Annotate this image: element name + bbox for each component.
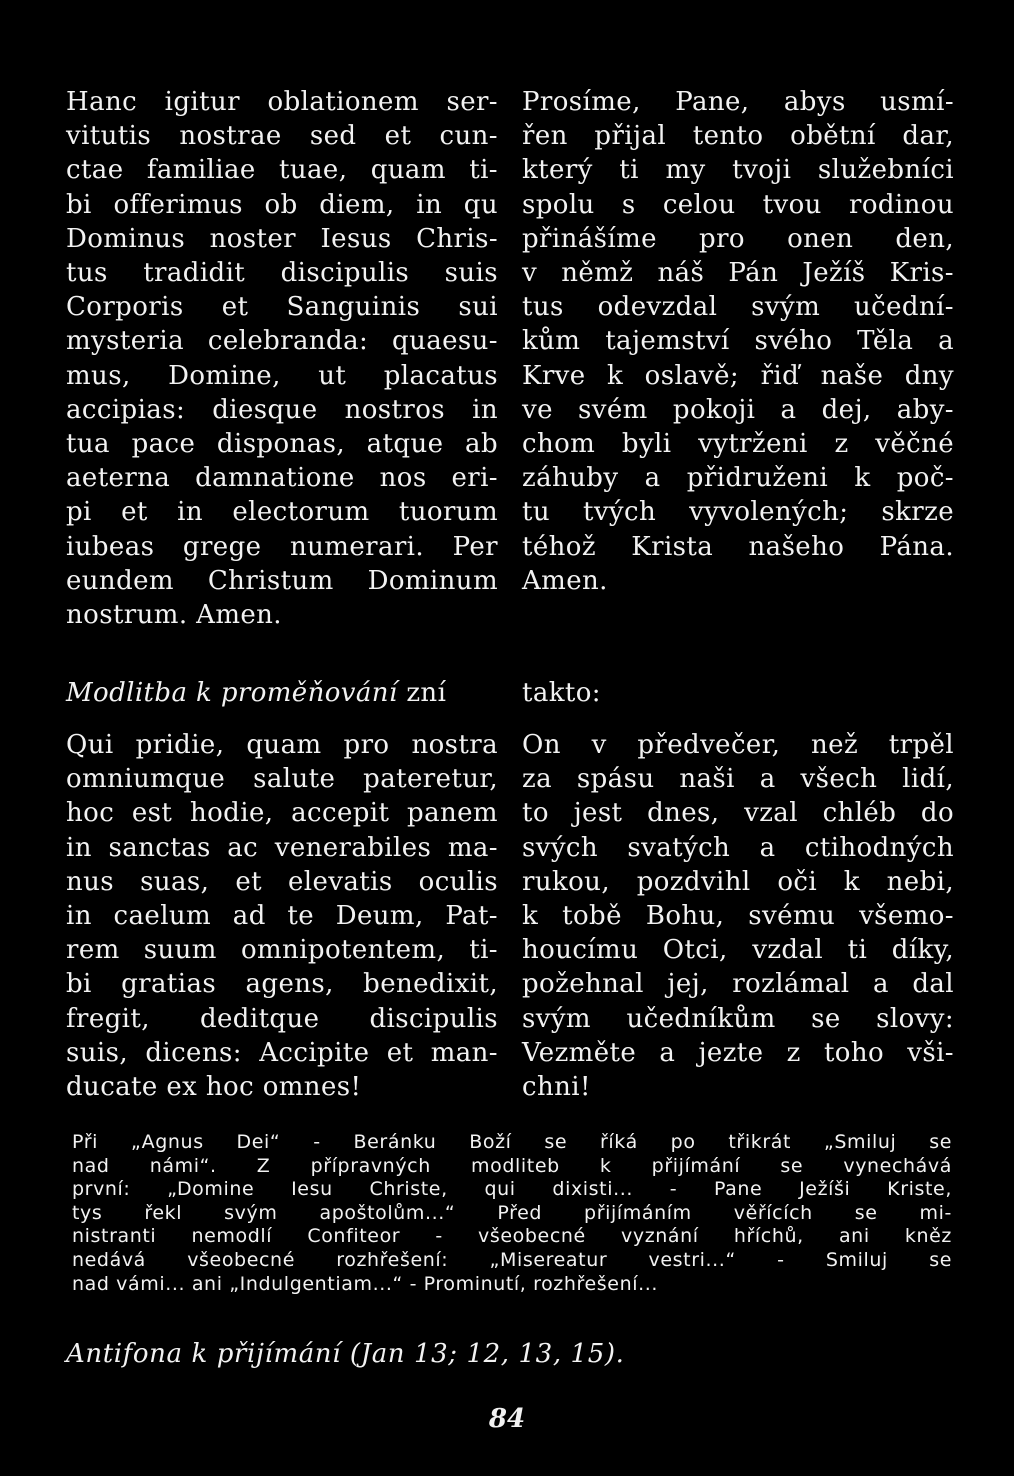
text-line: omniumque salute pateretur, <box>66 764 498 795</box>
antiphon-heading: Antifona k přijímání (Jan 13; 12, 13, 15). <box>66 1339 625 1369</box>
text-line: chom byli vytrženi z věčné <box>522 429 954 460</box>
footnote-paragraph <box>72 1131 952 1296</box>
text-line: eundem Christum Dominum <box>66 565 498 596</box>
text-line: nad vámi... ani „Indulgentiam...“ - Prominutí, rozhřešení... <box>72 1272 659 1295</box>
text-line: fregit, deditque discipulis <box>66 1003 498 1034</box>
text-line: kům tajemství svého Těla a <box>522 326 954 357</box>
text-line: nus suas, et elevatis oculis <box>66 866 498 897</box>
text-line: Prosíme, Pane, abys usmí- <box>522 87 954 117</box>
text-line: za spásu naši a všech lidí, <box>522 764 954 795</box>
text-line: tys řekl svým apoštolům...“ Před přijímáním věřících se mi- <box>72 1201 952 1224</box>
text-line: houcímu Otci, vzdal ti díky, <box>522 935 954 966</box>
latin-prayer-paragraph <box>66 85 498 632</box>
text-line: ducate ex hoc omnes! <box>66 1072 362 1103</box>
text-line: tu tvých vyvolených; skrze <box>522 497 954 528</box>
text-line: bi offerimus ob diem, in qu <box>66 189 498 220</box>
czech-prayer-paragraph <box>522 85 954 598</box>
text-line: bi gratias agens, benedixit, <box>66 969 498 1000</box>
text-line: k tobě Bohu, svému všemo- <box>522 901 954 932</box>
text-line: v němž náš Pán Ježíš Kris- <box>522 258 954 289</box>
text-line: Amen. <box>522 565 608 596</box>
text-line: záhuby a přidruženi k poč- <box>522 463 954 494</box>
text-line: přinášíme pro onen den, <box>522 223 954 254</box>
latin-consecration-paragraph <box>66 728 498 1104</box>
text-line: který ti my tvoji služebníci <box>522 155 954 186</box>
text-line: nedává všeobecné rozhřešení: „Misereatur vestri...“ - Smiluj se <box>72 1248 952 1271</box>
page-number: 84 <box>488 1404 526 1434</box>
consecration-heading-rest: zní <box>397 678 447 708</box>
text-line: řen přijal tento obětní dar, <box>522 121 954 152</box>
text-line: suis, dicens: Accipite et man- <box>66 1037 498 1068</box>
text-line: spolu s celou tvou rodinou <box>522 189 954 220</box>
text-line: nistranti nemodlí Confiteor - všeobecné vyznání hříchů, ani kněz <box>72 1225 952 1248</box>
text-line: rukou, pozdvihl oči k nebi, <box>522 866 954 897</box>
text-line: chni! <box>522 1072 591 1103</box>
text-line: ctae familiae tuae, quam ti- <box>66 155 498 186</box>
text-line: Qui pridie, quam pro nostra <box>66 730 498 760</box>
text-line: Při „Agnus Dei“ - Beránku Boží se říká po třikrát „Smiluj se <box>72 1131 952 1153</box>
text-line: iubeas grege numerari. Per <box>66 531 498 562</box>
consecration-heading-italic: Modlitba k proměňování <box>66 678 398 708</box>
text-line: svých svatých a ctihodných <box>522 832 954 863</box>
text-line: tus tradidit discipulis suis <box>66 258 498 289</box>
text-line: On v předvečer, než trpěl <box>522 730 954 760</box>
text-line: Hanc igitur oblationem ser- <box>66 87 498 117</box>
text-line: rem suum omnipotentem, ti- <box>66 935 498 966</box>
text-line: hoc est hodie, accepit panem <box>66 798 498 829</box>
czech-consecration-paragraph <box>522 728 954 1104</box>
text-line: in caelum ad te Deum, Pat- <box>66 901 498 932</box>
text-line: nad námi“. Z přípravných modliteb k přijímání se vynechává <box>72 1154 952 1177</box>
text-line: to jest dnes, vzal chléb do <box>522 798 954 829</box>
text-line: accipias: diesque nostros in <box>66 394 498 425</box>
text-line: požehnal jej, rozlámal a dal <box>522 969 954 1000</box>
text-line: Krve k oslavě; řiď naše dny <box>522 360 954 391</box>
consecration-heading <box>66 676 601 710</box>
text-line: vitutis nostrae sed et cun- <box>66 121 498 152</box>
text-line: Vezměte a jezte z toho vši- <box>522 1037 954 1068</box>
text-line: tua pace disponas, atque ab <box>66 429 498 460</box>
text-line: tus odevzdal svým učední- <box>522 292 954 323</box>
text-line: mysteria celebranda: quaesu- <box>66 326 498 357</box>
text-line: ve svém pokoji a dej, aby- <box>522 394 954 425</box>
text-line: první: „Domine Iesu Christe, qui dixisti... - Pane Ježíši Kriste, <box>72 1178 952 1201</box>
text-line: mus, Domine, ut placatus <box>66 360 498 391</box>
text-line: Dominus noster Iesus Chris- <box>66 223 498 254</box>
text-line: nostrum. Amen. <box>66 600 282 631</box>
text-line: in sanctas ac venerabiles ma- <box>66 832 498 863</box>
text-line: Corporis et Sanguinis sui <box>66 292 498 323</box>
text-line: svým učedníkům se slovy: <box>522 1003 954 1034</box>
text-line: téhož Krista našeho Pána. <box>522 531 954 562</box>
text-line: aeterna damnatione nos eri- <box>66 463 498 494</box>
consecration-heading-right: takto: <box>522 678 601 708</box>
text-line: pi et in electorum tuorum <box>66 497 498 528</box>
